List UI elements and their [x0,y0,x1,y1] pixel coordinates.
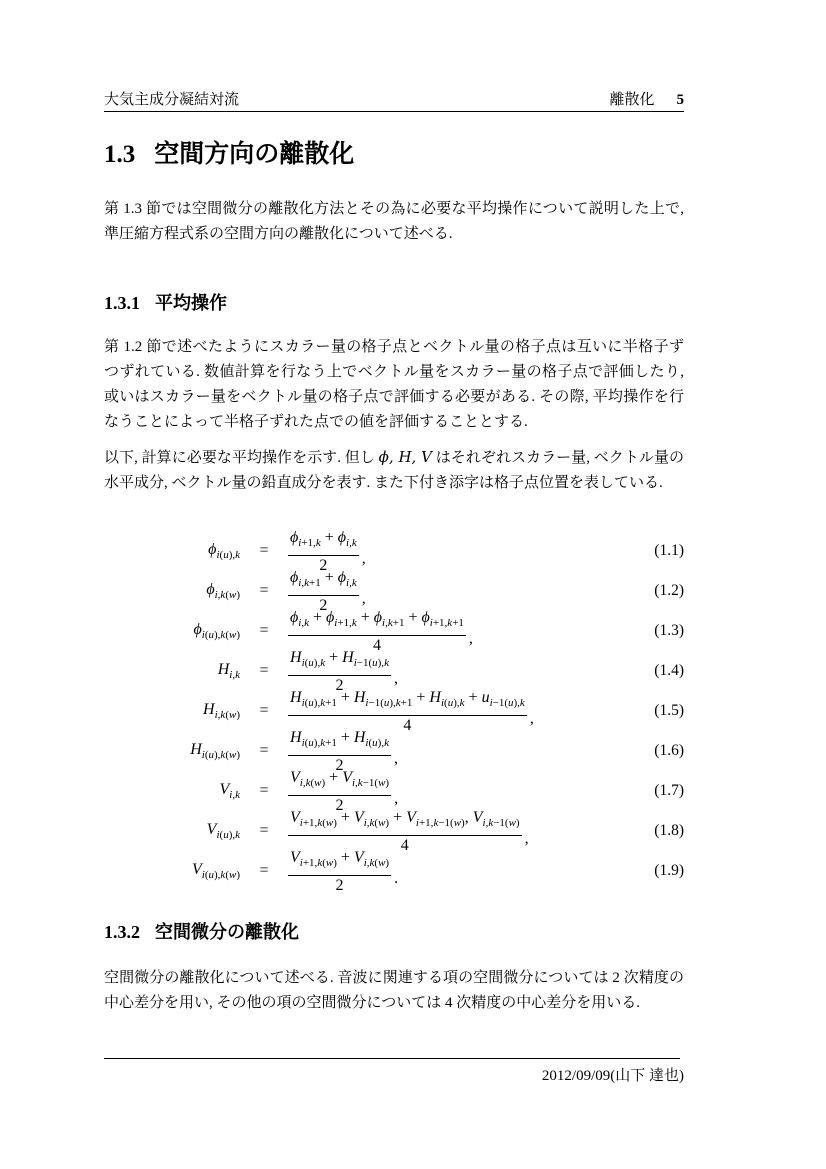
equals-sign: = [259,822,269,840]
numerator: $H_{i(u),k+1} + H_{i(u),k}$ [288,727,391,756]
subsection-heading-131 [104,289,684,315]
denominator: 2 [319,557,328,575]
equation-punctuation: , [393,750,398,768]
equation-label: (1.7) [654,782,684,800]
equation-lhs: $V_{i(u),k}$ [206,821,240,842]
denominator: 2 [335,757,344,775]
equation-row [104,527,684,575]
equation-block [104,527,684,895]
numerator: $H_{i(u),k+1} + H_{i-1(u),k+1} + H_{i(u),k} + u_{i-1(u),k}$ [288,687,527,716]
discretization-paragraph: 空間微分の離散化について述べる. 音波に関連する項の空間微分については 2 次精度の中心差分を用い, その他の項の空間微分については 4 次精度の中心差分を用いる. [104,970,684,1011]
averaging-paragraph-2 [104,445,684,496]
footer-rule [104,1058,680,1059]
equation-lhs: $H_{i,k(w)}$ [203,701,240,722]
equals-sign: = [259,862,269,880]
paragraph-text: はそれぞれスカラー量, ベクトル量の水平成分, ベクトル量の鉛直成分を表す. また下付き添字は格子点位置を表している. [104,450,684,491]
inline-math-variables: ϕ, H, V [378,448,432,466]
denominator: 2 [335,797,344,815]
equation-row [104,607,684,655]
equation-label: (1.1) [654,542,684,560]
numerator: $H_{i(u),k} + H_{i-1(u),k}$ [288,647,391,676]
subsection-number: 1.3.2 [104,922,140,942]
section-heading [104,134,684,170]
numerator: $\phi_{i,k} + \phi_{i+1,k} + \phi_{i,k+1} + \phi_{i+1,k+1}$ [288,607,466,636]
equals-sign: = [259,702,269,720]
page-number: 5 [676,92,684,108]
equation-lhs: $\phi_{i(u),k(w)}$ [193,621,240,642]
equation-punctuation: , [393,670,398,688]
equation-punctuation: . [394,870,399,888]
equation-row [104,687,684,735]
subsection-number: 1.3.1 [104,293,140,313]
numerator: $V_{i+1,k(w)} + V_{i,k(w)}$ [288,847,391,876]
equation-punctuation: , [524,830,529,848]
denominator: 2 [319,597,328,615]
equation-row [104,727,684,775]
denominator: 4 [403,717,412,735]
equation-punctuation: , [468,630,473,648]
equals-sign: = [259,782,269,800]
fraction [288,847,391,895]
section-number: 1.3 [104,141,136,168]
subsection-heading-132 [104,918,684,944]
equation-label: (1.2) [654,582,684,600]
numerator: $V_{i+1,k(w)} + V_{i,k(w)} + V_{i+1,k-1(w)}$, $V_{i,k-1(w)}$ [288,807,522,836]
header-rule [104,111,684,112]
numerator: $V_{i,k(w)} + V_{i,k-1(w)}$ [288,767,391,796]
denominator: 4 [372,637,381,655]
equals-sign: = [259,582,269,600]
equation-label: (1.6) [654,742,684,760]
equals-sign: = [259,662,269,680]
equals-sign: = [259,542,269,560]
equation-label: (1.4) [654,662,684,680]
equation-row [104,807,684,855]
numerator: $\phi_{i,k+1} + \phi_{i,k}$ [288,567,359,596]
equation-punctuation: , [529,710,534,728]
equation-label: (1.8) [654,822,684,840]
intro-paragraph: 第 1.3 節では空間微分の離散化方法とその為に必要な平均操作について説明した上で, 準圧縮方程式系の空間方向の離散化について述べる. [104,201,684,242]
equation-punctuation: , [394,790,399,808]
equation-row [104,647,684,695]
subsection-title: 平均操作 [155,293,227,313]
footer-date-author: 2012/09/09(山下 達也) [541,1068,684,1084]
equation-label: (1.3) [654,622,684,640]
section-title: 空間方向の離散化 [154,140,355,168]
equation-punctuation: , [361,550,366,568]
equation-row [104,767,684,815]
denominator: 4 [400,837,409,855]
equals-sign: = [259,742,269,760]
averaging-paragraph-1: 第 1.2 節で述べたようにスカラー量の格子点とベクトル量の格子点は互いに半格子ずつずれている. 数値計算を行なう上でベクトル量をスカラー量の格子点で評価したり, 或いはスカラー量をベクトル量の格子点で評価する必要がある. その際, 平均操作を行なうことによって半格子ずれた点での値を評価することとする. [104,339,684,430]
equation-lhs: $H_{i,k}$ [217,661,240,682]
running-header [104,88,684,109]
denominator: 2 [335,677,344,695]
header-doc-title: 大気主成分凝結対流 [104,92,240,108]
equation-lhs: $H_{i(u),k(w)}$ [190,741,240,762]
equals-sign: = [259,622,269,640]
equation-row [104,847,684,895]
subsection-title: 空間微分の離散化 [155,922,299,942]
equation-lhs: $V_{i(u),k(w)}$ [191,861,240,882]
equation-label: (1.5) [654,702,684,720]
equation-rhs [288,847,654,895]
numerator: $\phi_{i+1,k} + \phi_{i,k}$ [288,527,359,556]
equation-lhs: $\phi_{i,k(w)}$ [206,581,240,602]
equation-punctuation: , [361,590,366,608]
header-chapter-label: 離散化 [609,92,655,108]
paragraph-text: 以下, 計算に必要な平均操作を示す. 但し [104,450,379,466]
denominator: 2 [335,877,344,895]
equation-row [104,567,684,615]
equation-lhs: $V_{i,k}$ [219,781,240,802]
equation-label: (1.9) [654,862,684,880]
equation-lhs: $\phi_{i(u),k}$ [208,541,240,562]
